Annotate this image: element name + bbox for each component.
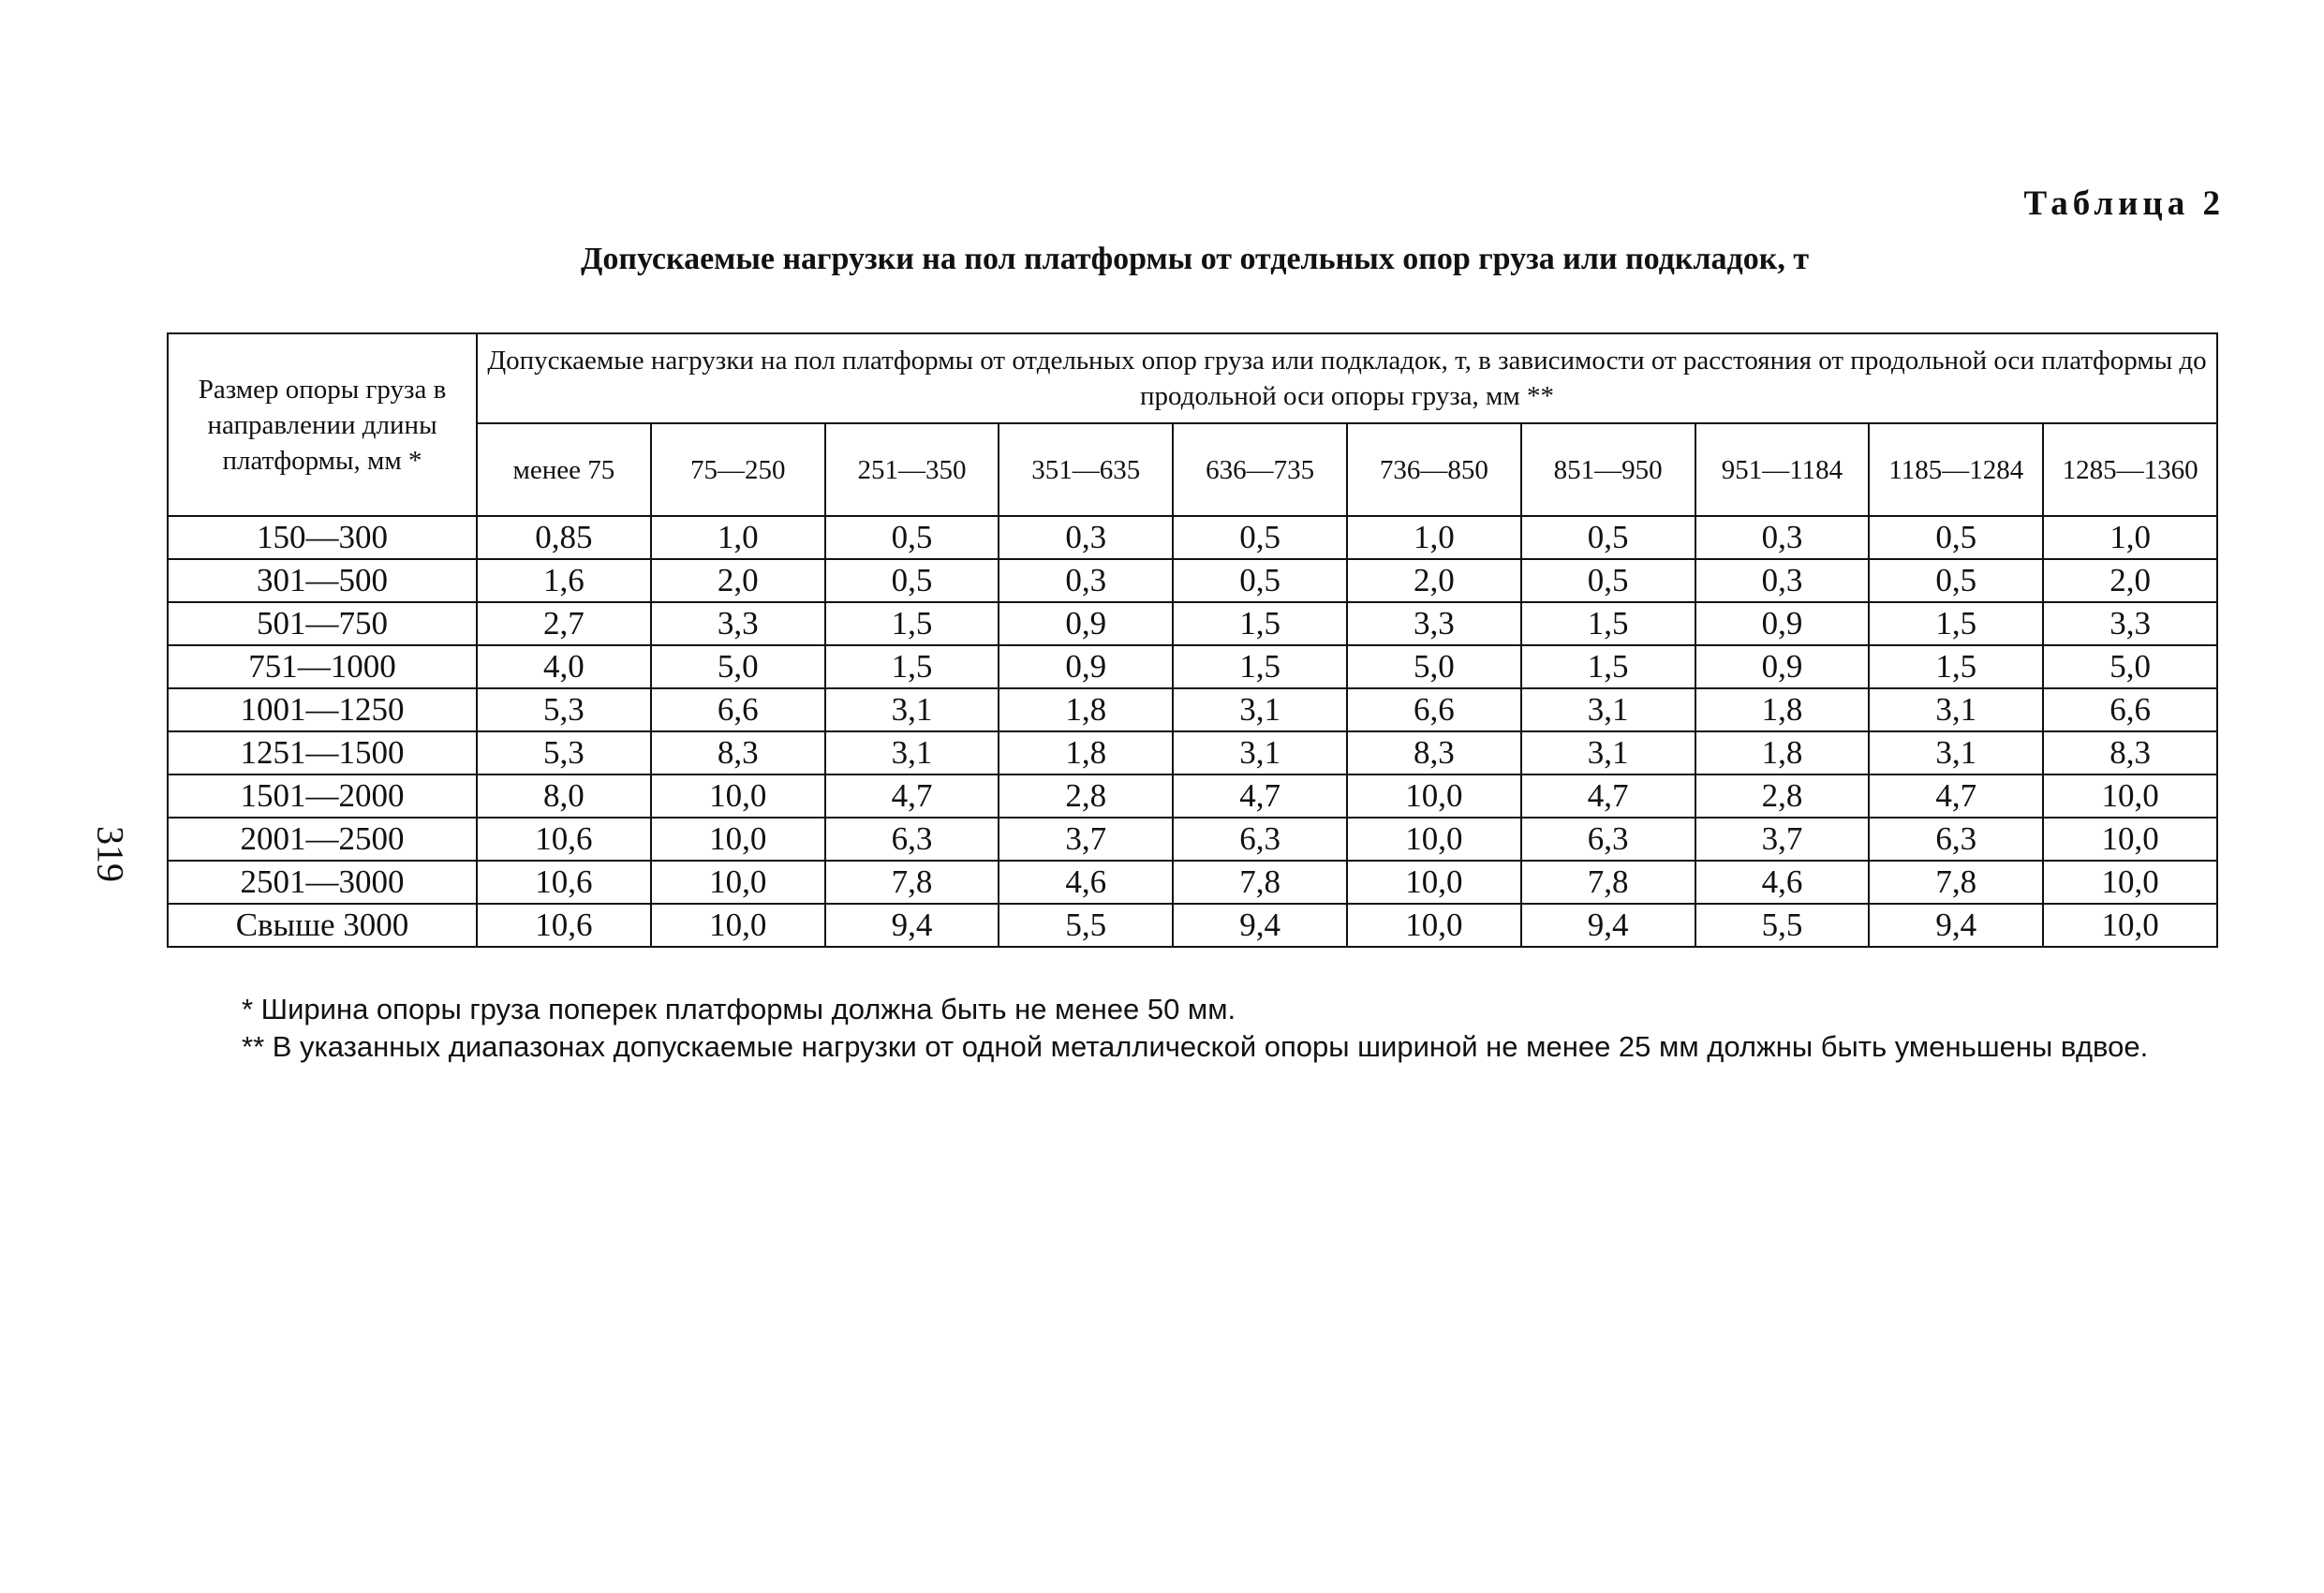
table-cell: 6,3 [1521, 818, 1695, 861]
table-cell: 6,3 [1173, 818, 1347, 861]
table-cell: 3,1 [825, 731, 999, 774]
table-title: Допускаемые нагрузки на пол платформы от отдельных опор груза или подкладок, т [580, 242, 1810, 276]
table-cell: 0,3 [1695, 516, 1870, 559]
table-cell: 7,8 [1869, 861, 2043, 904]
table-cell: 10,0 [1347, 861, 1521, 904]
row-label: 2501—3000 [168, 861, 477, 904]
table-cell: 1,6 [477, 559, 651, 602]
page-number: 319 [89, 826, 132, 882]
table-cell: 5,5 [1695, 904, 1870, 947]
table-cell: 8,3 [1347, 731, 1521, 774]
table-cell: 1,5 [1521, 602, 1695, 645]
table-cell: 10,0 [1347, 818, 1521, 861]
table-cell: 10,0 [1347, 904, 1521, 947]
table-cell: 3,7 [999, 818, 1173, 861]
table-cell: 10,0 [651, 818, 825, 861]
column-header: 951—1184 [1695, 423, 1870, 516]
row-label: 501—750 [168, 602, 477, 645]
footnotes [167, 991, 2218, 1066]
table-cell: 3,1 [1521, 731, 1695, 774]
table-row [168, 688, 2217, 731]
table-cell: 10,0 [2043, 861, 2217, 904]
table-cell: 10,6 [477, 861, 651, 904]
table-body [168, 516, 2217, 947]
table-cell: 10,0 [2043, 818, 2217, 861]
row-label: 1501—2000 [168, 774, 477, 818]
table-cell: 8,3 [651, 731, 825, 774]
table-cell: 3,1 [1869, 731, 2043, 774]
table-cell: 0,9 [1695, 645, 1870, 688]
footnote-2: ** В указанных диапазонах допускаемые нагрузки от одной металлической опоры шириной не менее 25 мм должны быть уменьшены вдвое. [242, 1030, 2149, 1063]
table-cell: 3,7 [1695, 818, 1870, 861]
footnote-1: * Ширина опоры груза поперек платформы должна быть не менее 50 мм. [242, 993, 1236, 1025]
table-cell: 2,0 [1347, 559, 1521, 602]
table-cell: 1,8 [1695, 731, 1870, 774]
row-label: 301—500 [168, 559, 477, 602]
table-cell: 6,6 [2043, 688, 2217, 731]
table-number: Таблица 2 [2023, 184, 2225, 223]
table-cell: 3,1 [1173, 688, 1347, 731]
table-cell: 1,0 [1347, 516, 1521, 559]
table-row [168, 904, 2217, 947]
table-cell: 3,3 [1347, 602, 1521, 645]
table-cell: 7,8 [1521, 861, 1695, 904]
table-cell: 3,3 [651, 602, 825, 645]
table-row [168, 516, 2217, 559]
table-cell: 1,5 [1869, 645, 2043, 688]
table-cell: 0,5 [1869, 516, 2043, 559]
table-cell: 1,8 [999, 731, 1173, 774]
table-cell: 10,6 [477, 818, 651, 861]
table-header-row [168, 333, 2217, 423]
table-cell: 0,85 [477, 516, 651, 559]
column-header: 351—635 [999, 423, 1173, 516]
table-row [168, 731, 2217, 774]
table-cell: 4,7 [1869, 774, 2043, 818]
table-cell: 5,5 [999, 904, 1173, 947]
table-cell: 0,9 [1695, 602, 1870, 645]
row-label: Свыше 3000 [168, 904, 477, 947]
table-row [168, 774, 2217, 818]
table-cell: 2,8 [999, 774, 1173, 818]
table-cell: 9,4 [1521, 904, 1695, 947]
table-cell: 2,0 [2043, 559, 2217, 602]
table-cell: 10,0 [1347, 774, 1521, 818]
row-header-cell: Размер опоры груза в направлении длины платформы, мм * [168, 333, 477, 516]
table-cell: 4,0 [477, 645, 651, 688]
table-cell: 3,1 [1521, 688, 1695, 731]
table-cell: 1,5 [1173, 645, 1347, 688]
table-row [168, 645, 2217, 688]
table-cell: 1,0 [2043, 516, 2217, 559]
column-header: 251—350 [825, 423, 999, 516]
table-cell: 1,5 [825, 602, 999, 645]
table-cell: 1,5 [825, 645, 999, 688]
table-row [168, 559, 2217, 602]
column-header: 636—735 [1173, 423, 1347, 516]
table-cell: 0,9 [999, 645, 1173, 688]
table-cell: 0,5 [1173, 516, 1347, 559]
table-cell: 0,3 [999, 516, 1173, 559]
table-cell: 4,7 [1521, 774, 1695, 818]
table-cell: 10,0 [651, 774, 825, 818]
table-cell: 1,5 [1521, 645, 1695, 688]
table-cell: 5,0 [2043, 645, 2217, 688]
column-header: 851—950 [1521, 423, 1695, 516]
table-cell: 0,5 [1521, 559, 1695, 602]
table-cell: 3,1 [1869, 688, 2043, 731]
load-table [167, 332, 2218, 948]
table-cell: 9,4 [825, 904, 999, 947]
table-cell: 1,8 [1695, 688, 1870, 731]
row-label: 150—300 [168, 516, 477, 559]
table-cell: 1,0 [651, 516, 825, 559]
table-cell: 4,7 [825, 774, 999, 818]
table-cell: 9,4 [1869, 904, 2043, 947]
group-header-cell: Допускаемые нагрузки на пол платформы от отдельных опор груза или подкладок, т, в зависимости от расстояния от продольной оси платформы до продольной оси опоры груза, мм ** [477, 333, 2217, 423]
table-cell: 7,8 [825, 861, 999, 904]
table-row [168, 861, 2217, 904]
table-cell: 0,5 [825, 559, 999, 602]
row-label: 2001—2500 [168, 818, 477, 861]
table-cell: 1,5 [1173, 602, 1347, 645]
table-cell: 6,3 [825, 818, 999, 861]
column-header: менее 75 [477, 423, 651, 516]
table-cell: 10,0 [651, 861, 825, 904]
table-row [168, 602, 2217, 645]
table-row [168, 818, 2217, 861]
table-cell: 4,7 [1173, 774, 1347, 818]
table-cell: 10,0 [2043, 904, 2217, 947]
table-cell: 6,6 [651, 688, 825, 731]
table-cell: 2,0 [651, 559, 825, 602]
table-cell: 9,4 [1173, 904, 1347, 947]
table-cell: 0,5 [1869, 559, 2043, 602]
table-cell: 1,5 [1869, 602, 2043, 645]
table-cell: 1,8 [999, 688, 1173, 731]
table-cell: 0,9 [999, 602, 1173, 645]
table-cell: 8,3 [2043, 731, 2217, 774]
table-cell: 2,7 [477, 602, 651, 645]
table-cell: 10,0 [651, 904, 825, 947]
table-cell: 4,6 [999, 861, 1173, 904]
table-cell: 8,0 [477, 774, 651, 818]
column-header: 75—250 [651, 423, 825, 516]
table-cell: 5,3 [477, 688, 651, 731]
table-cell: 0,3 [999, 559, 1173, 602]
row-label: 1001—1250 [168, 688, 477, 731]
table-cell: 10,6 [477, 904, 651, 947]
table-cell: 2,8 [1695, 774, 1870, 818]
row-label: 751—1000 [168, 645, 477, 688]
column-header: 736—850 [1347, 423, 1521, 516]
table-cell: 0,5 [825, 516, 999, 559]
row-label: 1251—1500 [168, 731, 477, 774]
table-cell: 3,1 [825, 688, 999, 731]
table-cell: 3,1 [1173, 731, 1347, 774]
table-cell: 5,3 [477, 731, 651, 774]
table-cell: 5,0 [651, 645, 825, 688]
table-cell: 6,3 [1869, 818, 2043, 861]
table-cell: 10,0 [2043, 774, 2217, 818]
table-cell: 7,8 [1173, 861, 1347, 904]
table-cell: 0,5 [1521, 516, 1695, 559]
table-cell: 4,6 [1695, 861, 1870, 904]
table-cell: 3,3 [2043, 602, 2217, 645]
column-header: 1285—1360 [2043, 423, 2217, 516]
table-cell: 0,3 [1695, 559, 1870, 602]
table-cell: 5,0 [1347, 645, 1521, 688]
table-cell: 6,6 [1347, 688, 1521, 731]
column-header: 1185—1284 [1869, 423, 2043, 516]
table-cell: 0,5 [1173, 559, 1347, 602]
